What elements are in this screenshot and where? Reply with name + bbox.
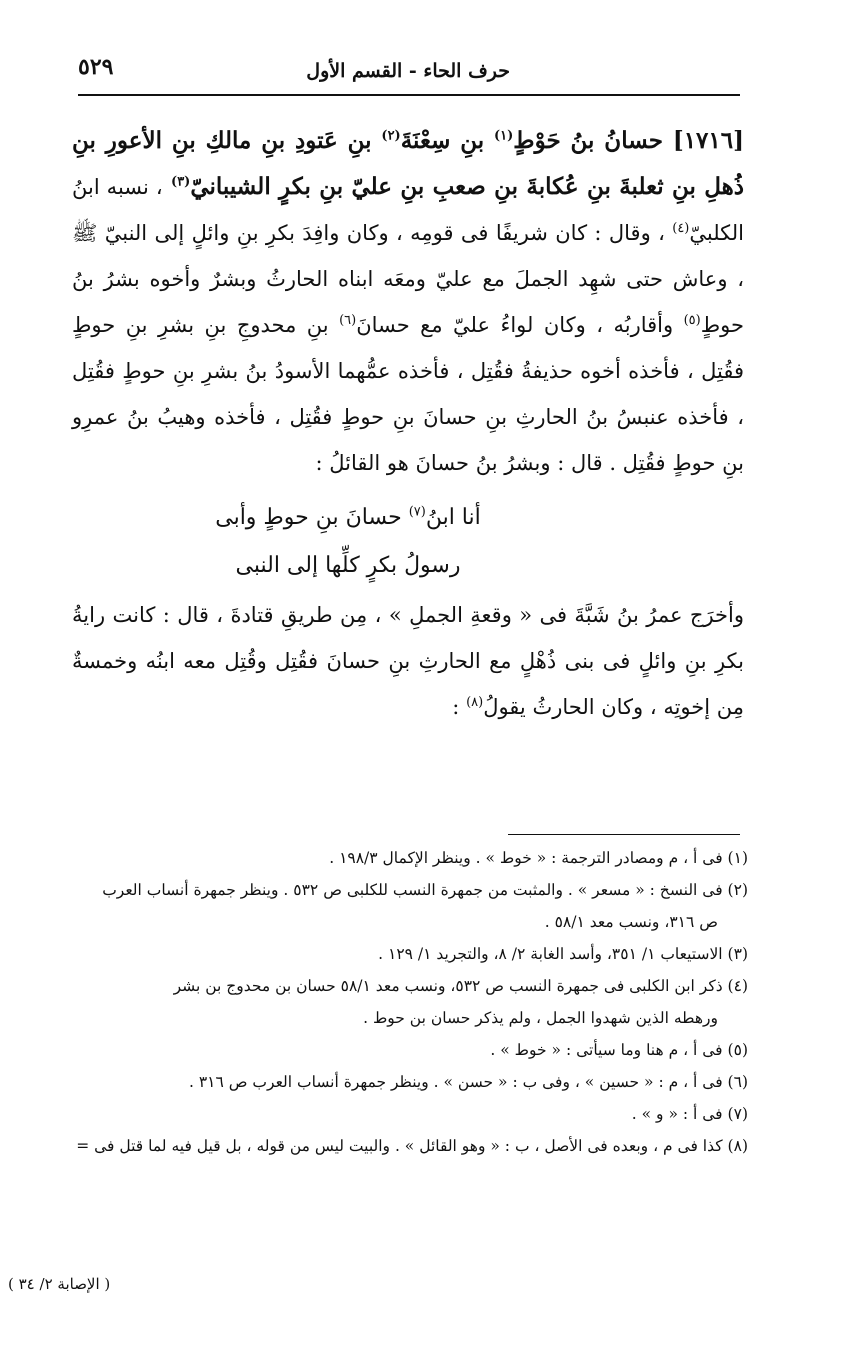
page-header — [78, 52, 740, 92]
entry-number: [١٧١٦] — [672, 127, 745, 154]
footnote-number: (٢) — [727, 881, 748, 899]
page-number: ٥٢٩ — [78, 54, 114, 80]
footnote — [58, 970, 748, 1034]
footnote — [58, 1130, 748, 1162]
footnote-number: (١) — [727, 849, 748, 867]
entry-text-6: : — [452, 695, 460, 719]
footnote-number: (٣) — [727, 945, 748, 963]
entry-text-5: وأخرَج عمرُ بنُ شَبَّةَ فى « وقعةِ الجملِ » ، مِن طريقِ قتادةَ ، قال : كانت رايةُ بكرِ بنِ وائلٍ فى بنى ذُهْلٍ مع الحارثِ بنِ حسانَ فقُتِل وقُتِل معه ابنُه وخمسةٌ مِن إخوتِه ، وكان الحارثُ يقولُ — [72, 603, 744, 719]
header-rule — [78, 94, 740, 96]
footnote-ref-5[interactable]: (٥) — [683, 313, 701, 328]
footnote-number: (٤) — [727, 977, 748, 995]
footnote — [58, 874, 748, 938]
footnote-ref-3[interactable]: (٣) — [171, 174, 191, 190]
footnote-continuation: ورهطه الذين شهدوا الجمل ، ولم يذكر حسان بن حوط . — [363, 1009, 718, 1027]
entry-heading — [72, 127, 744, 200]
footnote-ref-6[interactable]: (٦) — [339, 313, 357, 328]
footnote — [58, 1098, 748, 1130]
footnote-ref-7[interactable]: (٧) — [408, 504, 426, 520]
footnote-number: (٥) — [727, 1041, 748, 1059]
footnote — [58, 1034, 748, 1066]
entry-name-1: حسانُ بنُ حَوْطٍ — [513, 127, 663, 154]
second-paragraph — [72, 592, 744, 730]
footnote-text: كذا فى م ، وبعده فى الأصل ، ب : « وهو القائل » . والبيت ليس من قوله ، بل قيل فيه لما قتل فى = — [76, 1137, 723, 1155]
footnotes — [58, 842, 748, 1162]
footnote-ref-2[interactable]: (٢) — [381, 128, 401, 144]
footnote-ref-4[interactable]: (٤) — [672, 221, 690, 236]
running-title: حرف الحاء - القسم الأول — [306, 60, 510, 82]
footnote-number: (٨) — [727, 1137, 748, 1155]
poem-line-1-a: أنا ابنُ — [425, 505, 481, 530]
footnote-text: فى أ ، م هنا وما سيأتى : « خوط » . — [490, 1041, 723, 1059]
footnote-continuation: ص ٣١٦، ونسب معد ٥٨/١ . — [544, 913, 718, 931]
footnote-text: الاستيعاب ١/ ٣٥١، وأسد الغابة ٢/ ٨، والتجريد ١/ ١٢٩ . — [378, 945, 723, 963]
entry-paragraph — [72, 118, 744, 486]
footnote-text: فى أ : « و » . — [631, 1105, 723, 1123]
footnote-text: فى أ ، م ومصادر الترجمة : « خوط » . وينظر الإكمال ١٩٨/٣ . — [329, 849, 723, 867]
footnote-text: فى النسخ : « مسعر » . والمثبت من جمهرة النسب للكلبى ص ٥٣٢ . وينظر جمهرة أنساب العرب — [102, 881, 723, 899]
entry-text-1: ، نسبه ابنُ الكلبيّ — [72, 175, 744, 245]
footnote-text: ذكر ابن الكلبى فى جمهرة النسب ص ٥٣٢، ونسب معد ٥٨/١ حسان بن محدوج بن بشر — [173, 977, 723, 995]
footnote — [58, 842, 748, 874]
poem-verse — [72, 494, 744, 590]
footnote — [58, 1066, 748, 1098]
footnote-ref-1[interactable]: (١) — [494, 128, 514, 144]
main-text — [72, 118, 744, 730]
poem-line-1-b: حسانَ بنِ حوطٍ وأبى — [215, 505, 402, 530]
footnote-text: فى أ ، م : « حسين » ، وفى ب : « حسن » . وينظر جمهرة أنساب العرب ص ٣١٦ . — [189, 1073, 723, 1091]
entry-name-3: بنِ عَتودِ بنِ مالكِ بنِ الأعورِ بنِ ذُهلِ بنِ ثعلبةَ بنِ عُكابةَ بنِ صعبِ بنِ عليّ بنِ بكرٍ الشيبانيّ — [72, 127, 745, 200]
poem-line-2: رسولُ بكرٍ كلِّها إلى النبى — [235, 553, 461, 578]
poem-line-1 — [72, 494, 624, 542]
footnote-number: (٦) — [727, 1073, 748, 1091]
entry-name-2: بنِ سِعْنَةَ — [400, 127, 485, 154]
footnote-number: (٧) — [727, 1105, 748, 1123]
footnote-rule — [508, 834, 740, 835]
entry-text-3: وأقاربُه ، وكان لواءُ عليّ مع حسانَ — [356, 313, 674, 337]
entry-text-4: بنِ محدوجِ بنِ بشرِ بنِ حوطٍ فقُتِل ، فأخذه أخوه حذيفةُ فقُتِل ، فأخذه عمُّهما الأسودُ بنُ بشرِ بنِ حوطٍ فقُتِل ، فأخذه عنبسُ بنُ الحارثِ بنِ حسانَ بنِ حوطٍ فقُتِل ، فأخذه وهيبُ بنُ عمرِو بنِ حوطٍ فقُتِل . قال : وبشرُ بنُ حسانَ هو القائلُ : — [72, 313, 744, 475]
footnote-ref-8[interactable]: (٨) — [466, 695, 484, 710]
entry-text-2: ، وقال : كان شريفًا فى قومِه ، وكان وافِدَ بكرِ بنِ وائلٍ إلى النبيّ ﷺ ، وعاش حتى شهِد الجملَ مع عليّ ومعَه ابناه الحارثُ وبشرٌ وأخوه بشرُ بنُ حوطٍ — [72, 221, 744, 337]
signature-mark: ( الإصابة ٢/ ٣٤ ) — [8, 1275, 111, 1293]
footnote — [58, 938, 748, 970]
